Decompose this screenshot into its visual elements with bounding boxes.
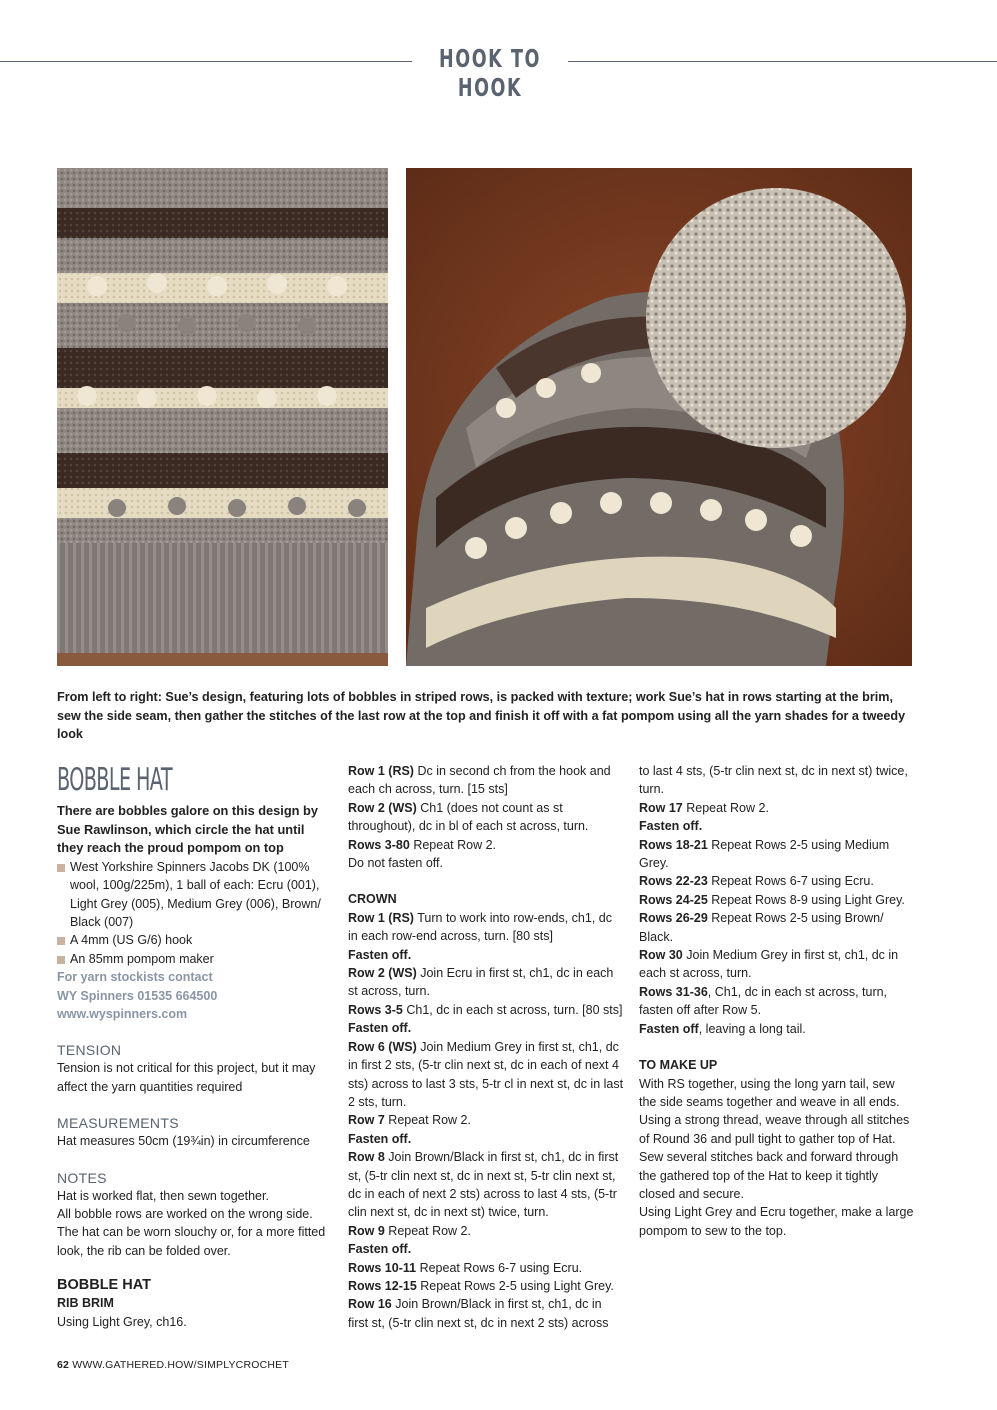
list-item: An 85mm pompom maker: [57, 950, 329, 968]
pattern-row: to last 4 sts, (5-tr clin next st, dc in next st) twice, turn.: [639, 764, 908, 797]
pattern-row: Row 16 Join Brown/Black in first st, ch1, dc in first st, (5-tr clin next st, dc in next 2 sts) across: [348, 1297, 609, 1330]
square-bullet-icon: [57, 864, 65, 872]
section-title: HOOK TO HOOK: [438, 44, 542, 102]
page-footer: [57, 1359, 289, 1371]
pattern-row: Rows 12-15 Repeat Rows 2-5 using Light Grey.: [348, 1278, 614, 1293]
pattern-row: Fasten off.: [348, 1242, 412, 1257]
rib-brim-text: Using Light Grey, ch16.: [57, 1314, 187, 1329]
pattern-heading: BOBBLE HAT: [57, 1277, 151, 1294]
pattern-row: Row 2 (WS) Ch1 (does not count as st throughout), dc in bl of each st across, turn.: [348, 800, 589, 834]
stockist-phone: WY Spinners 01535 664500: [57, 988, 218, 1003]
pattern-intro: There are bobbles galore on this design by Sue Rawlinson, which circle the hat until they reach the proud pompom on top: [57, 803, 318, 856]
column-2: [348, 762, 624, 1332]
pattern-row: Rows 22-23 Repeat Rows 6-7 using Ecru.: [639, 874, 874, 889]
pattern-row: Rows 26-29 Repeat Rows 2-5 using Brown/ Black.: [639, 911, 884, 944]
pattern-row: Rows 3-5 Ch1, dc in each st across, turn. [80 sts]: [348, 1002, 623, 1017]
measurements-text: Hat measures 50cm (19¾in) in circumference: [57, 1134, 310, 1149]
pattern-row: Rows 3-80 Repeat Row 2.: [348, 837, 497, 852]
make-up-text: Using Light Grey and Ecru together, make a large pompom to sew to the top.: [639, 1205, 914, 1238]
header-rule-left: [0, 61, 412, 62]
stockist-link[interactable]: www.wyspinners.com: [57, 1007, 188, 1022]
pattern-title: BOBBLE HAT: [57, 762, 172, 798]
column-1: [57, 762, 329, 1331]
pattern-row: Do not fasten off.: [348, 856, 443, 871]
notes-line: The hat can be worn slouchy or, for a more fitted look, the rib can be folded over.: [57, 1225, 326, 1258]
tension-heading: TENSION: [57, 1042, 122, 1059]
pattern-row: Rows 10-11 Repeat Rows 6-7 using Ecru.: [348, 1260, 583, 1275]
measurements-heading: MEASUREMENTS: [57, 1115, 179, 1132]
pattern-row: Row 1 (RS) Dc in second ch from the hook and each ch across, turn. [15 sts]: [348, 764, 611, 797]
pattern-row: Row 17 Repeat Row 2.: [639, 800, 769, 815]
notes-line: All bobble rows are worked on the wrong side.: [57, 1207, 313, 1222]
photo-caption: From left to right: Sue’s design, featuring lots of bobbles in striped rows, is packed with texture; work Sue’s hat in rows starting at the brim, sew the side seam, then gather the stitches of the last row at the top and finish it off with a fat pompom using all the yarn shades for a tweedy look: [57, 690, 906, 741]
crown-rows: [348, 909, 624, 1332]
pattern-row: Rows 24-25 Repeat Rows 8-9 using Light Grey.: [639, 892, 905, 907]
footer-url[interactable]: WWW.GATHERED.HOW/SIMPLYCROCHET: [72, 1359, 289, 1371]
list-item: A 4mm (US G/6) hook: [57, 931, 329, 949]
rib-brim-heading: RIB BRIM: [57, 1296, 114, 1311]
stockist-line: For yarn stockists contact: [57, 970, 213, 985]
pattern-row: Row 9 Repeat Row 2.: [348, 1223, 471, 1238]
materials-list: [57, 858, 329, 968]
pattern-row: Row 7 Repeat Row 2.: [348, 1113, 471, 1128]
square-bullet-icon: [57, 956, 65, 964]
page-number: 62: [57, 1359, 70, 1371]
notes-line: Hat is worked flat, then sewn together.: [57, 1188, 269, 1203]
pattern-row: Fasten off, leaving a long tail.: [639, 1021, 806, 1036]
pattern-row: Row 1 (RS) Turn to work into row-ends, ch1, dc in each row-end across, turn. [80 sts]: [348, 910, 612, 944]
pattern-row: Fasten off.: [348, 947, 412, 962]
crown-heading: CROWN: [348, 892, 397, 907]
tension-text: Tension is not critical for this project, but it may affect the yarn quantities required: [57, 1061, 316, 1094]
header-rule-right: [568, 61, 997, 62]
pattern-row: Fasten off.: [348, 1021, 412, 1036]
rib-rows: [348, 762, 624, 872]
notes-heading: NOTES: [57, 1169, 107, 1186]
hat-pompom-photo: [406, 168, 912, 666]
hat-closeup-photo: [57, 168, 388, 666]
pattern-row: Fasten off.: [348, 1131, 412, 1146]
pattern-row: Row 6 (WS) Join Medium Grey in first st, ch1, dc in first 2 sts, (5-tr clin next st, dc in each of next 4 sts) across to last 3 sts, 5-tr cl in next st, dc in last 2 sts, turn.: [348, 1039, 624, 1109]
pattern-row: Rows 18-21 Repeat Rows 2-5 using Medium Grey.: [639, 837, 890, 871]
pattern-row: Row 8 Join Brown/Black in first st, ch1, dc in first st, (5-tr clin next st, dc in next st, 5-tr clin next st, dc in each of next 2 sts) across to last 4 sts, (5-tr clin next st, dc in next st) twice, turn.: [348, 1150, 619, 1220]
pattern-row: Row 2 (WS) Join Ecru in first st, ch1, dc in each st across, turn.: [348, 966, 614, 999]
pattern-row: Fasten off.: [639, 819, 703, 834]
list-item: West Yorkshire Spinners Jacobs DK (100% wool, 100g/225m), 1 ball of each: Ecru (001), Light Grey (005), Medium Grey (006), Brown/ Black (007): [57, 858, 329, 932]
square-bullet-icon: [57, 937, 65, 945]
make-up-text: With RS together, using the long yarn tail, sew the side seams together and weave in all ends. Using a strong thread, weave through all stitches of Round 36 and pull tight to gather top of Hat. Sew several stitches back and forward through the gathered top of the Hat to keep it tightly closed and secure.: [639, 1076, 910, 1201]
make-up-heading: TO MAKE UP: [639, 1058, 718, 1073]
pattern-row: Row 30 Join Medium Grey in first st, ch1, dc in each st across, turn.: [639, 948, 899, 981]
pattern-row: Rows 31-36, Ch1, dc in each st across, turn, fasten off after Row 5.: [639, 984, 888, 1018]
column-3: [639, 762, 915, 1240]
